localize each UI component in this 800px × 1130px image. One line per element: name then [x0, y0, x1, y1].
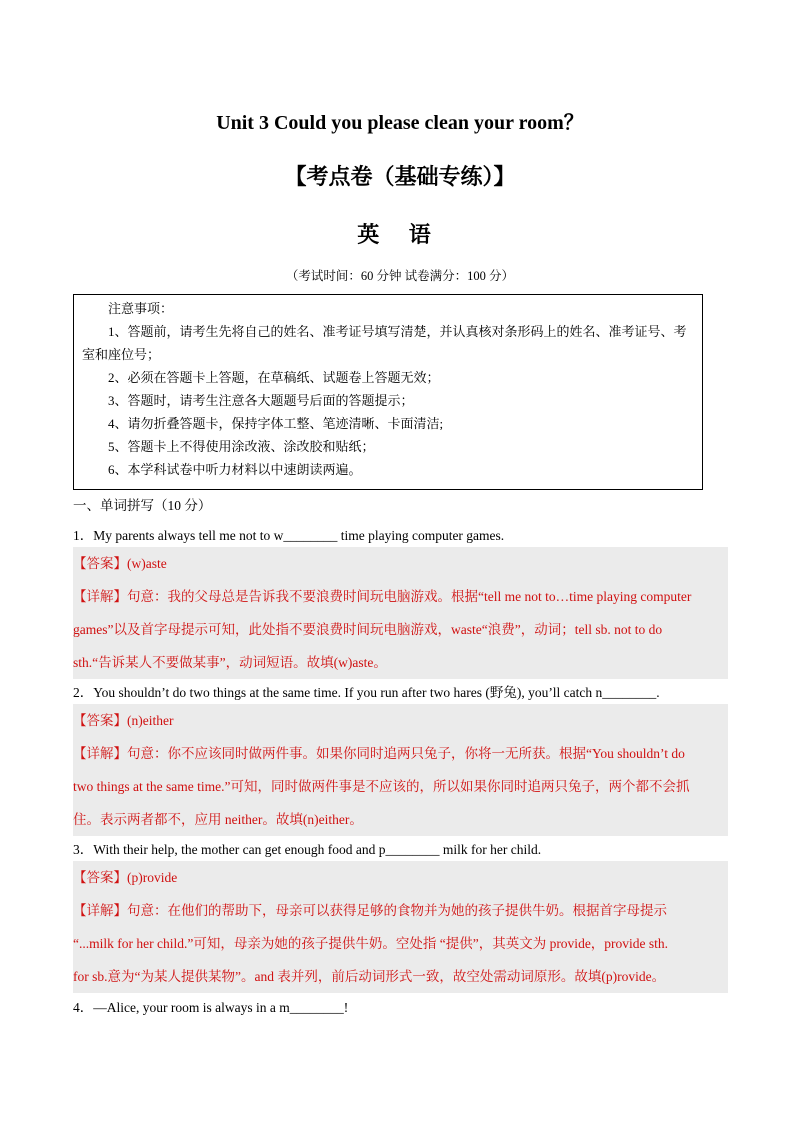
answer-label: 【答案】(w)aste	[73, 556, 167, 571]
question-text: 4．—Alice, your room is always in a m________!	[73, 1000, 349, 1015]
answer-block	[73, 704, 728, 836]
page-title: Unit 3 Could you please clean your room？	[216, 112, 584, 134]
notice-item: 2、必须在答题卡上答题，在草稿纸、试题卷上答题无效；	[108, 370, 440, 385]
detail-line: 【详解】句意：在他们的帮助下，母亲可以获得足够的食物并为她的孩子提供牛奶。根据首字母提示	[73, 903, 667, 918]
section-heading: 一、单词拼写（10 分）	[73, 498, 212, 513]
detail-line: sth.“告诉某人不要做某事”，动词短语。故填(w)aste。	[73, 655, 387, 670]
subject-label: 英 语	[357, 222, 443, 247]
question-text: 2．You shouldn’t do two things at the same time. If you run after two hares (野兔), you’ll catch n________.	[73, 685, 660, 700]
detail-line: two things at the same time.”可知，同时做两件事是不应该的，所以如果你同时追两只兔子，两个都不会抓	[73, 779, 690, 794]
detail-line: for sb.意为“为某人提供某物”。and 表并列，前后动词形式一致，故空处需动词原形。故填(p)rovide。	[73, 969, 666, 984]
detail-line: 住。表示两者都不，应用 neither。故填(n)either。	[73, 812, 363, 827]
detail-line: 【详解】句意：你不应该同时做两件事。如果你同时追两只兔子，你将一无所获。根据“You shouldn’t do	[73, 746, 685, 761]
notice-box	[73, 294, 703, 490]
notice-heading: 注意事项：	[108, 301, 174, 316]
exam-subtitle: 【考点卷（基础专练）】	[284, 164, 516, 189]
detail-line: games”以及首字母提示可知，此处指不要浪费时间玩电脑游戏，waste“浪费”，动词；tell sb. not to do	[73, 622, 663, 637]
exam-info: （考试时间：60 分钟 试卷满分：100 分）	[285, 269, 515, 283]
notice-item: 1、答题前，请考生先将自己的姓名、准考证号填写清楚，并认真核对条形码上的姓名、准考证号、考室和座位号；	[82, 324, 687, 362]
answer-block	[73, 861, 728, 993]
notice-item: 3、答题时，请考生注意各大题题号后面的答题提示；	[108, 393, 414, 408]
question-text: 3．With their help, the mother can get enough food and p________ milk for her child.	[73, 842, 542, 857]
detail-line: 【详解】句意：我的父母总是告诉我不要浪费时间玩电脑游戏。根据“tell me not to…time playing computer	[73, 589, 692, 604]
notice-item: 4、请勿折叠答题卡，保持字体工整、笔迹清晰、卡面清洁;	[108, 416, 444, 431]
notice-item: 5、答题卡上不得使用涂改液、涂改胶和贴纸；	[108, 439, 375, 454]
detail-line: “...milk for her child.”可知，母亲为她的孩子提供牛奶。空处指 “提供”，其英文为 provide，provide sth.	[73, 936, 669, 951]
answer-label: 【答案】(n)either	[73, 713, 174, 728]
question-text: 1．My parents always tell me not to w________ time playing computer games.	[73, 528, 505, 543]
notice-item: 6、本学科试卷中听力材料以中速朗读两遍。	[108, 462, 362, 477]
answer-label: 【答案】(p)rovide	[73, 870, 178, 885]
answer-block	[73, 547, 728, 679]
